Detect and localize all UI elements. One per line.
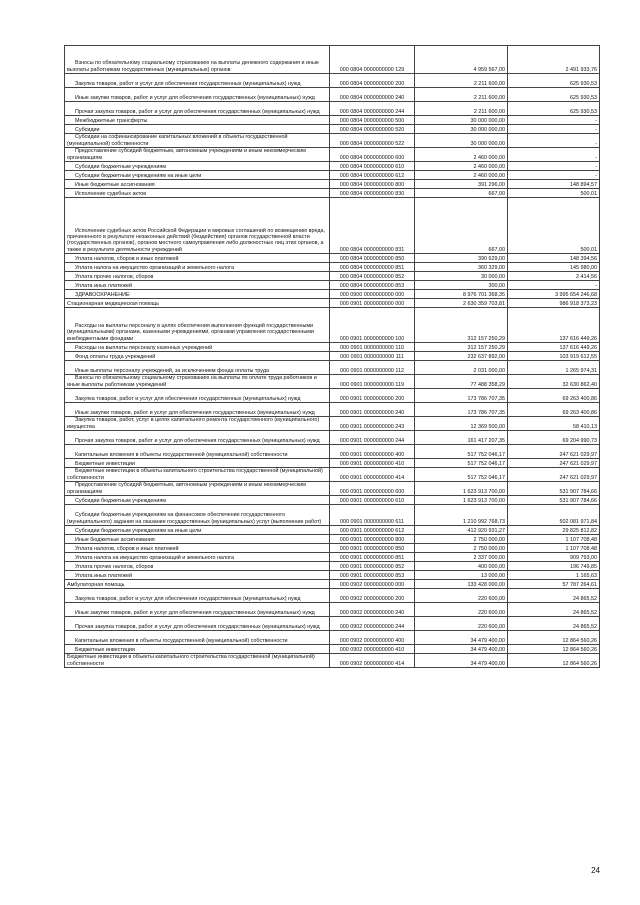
executed-amount: 247 621 029,97 bbox=[508, 459, 600, 468]
executed-amount: 24 865,52 bbox=[508, 603, 600, 617]
budget-classification-code: 000 0901 0000000000 852 bbox=[330, 562, 415, 571]
executed-amount: 12 864 560,26 bbox=[508, 645, 600, 654]
table-row bbox=[65, 482, 600, 496]
executed-amount: 12 864 560,26 bbox=[508, 631, 600, 645]
budget-classification-code: 000 0901 0000000000 000 bbox=[330, 299, 415, 308]
approved-amount: 400 000,00 bbox=[415, 562, 508, 571]
budget-classification-code: 000 0804 0000000000 851 bbox=[330, 263, 415, 272]
approved-amount: 2 031 000,00 bbox=[415, 361, 508, 375]
line-item-name: Иные закупки товаров, работ и услуг для обеспечения государственных (муниципальных) нужд bbox=[65, 403, 330, 417]
table-row bbox=[65, 431, 600, 445]
approved-amount: 300,00 bbox=[415, 281, 508, 290]
executed-amount: 137 616 449,26 bbox=[508, 308, 600, 343]
approved-amount: 220 600,00 bbox=[415, 617, 508, 631]
budget-classification-code: 000 0901 0000000000 853 bbox=[330, 571, 415, 580]
budget-classification-code: 000 0901 0000000000 400 bbox=[330, 445, 415, 459]
executed-amount: 148 894,57 bbox=[508, 180, 600, 189]
executed-amount: 1 165,63 bbox=[508, 571, 600, 580]
line-item-name: Предоставление субсидий бюджетным, автономным учреждениям и иным некоммерческим организациям bbox=[65, 148, 330, 162]
approved-amount: 390 629,00 bbox=[415, 254, 508, 263]
table-row bbox=[65, 389, 600, 403]
line-item-name: Субсидии на софинансирование капитальных вложений в объекты государственной (муниципальной) собственности bbox=[65, 134, 330, 148]
budget-classification-code: 000 0901 0000000000 410 bbox=[330, 459, 415, 468]
table-row bbox=[65, 180, 600, 189]
budget-classification-code: 000 0804 0000000000 500 bbox=[330, 116, 415, 125]
executed-amount: 69 263 400,86 bbox=[508, 389, 600, 403]
table-row bbox=[65, 102, 600, 116]
budget-classification-code: 000 0804 0000000000 520 bbox=[330, 125, 415, 134]
line-item-name: Субсидии бюджетным учреждениям на иные цели bbox=[65, 171, 330, 180]
line-item-name: Уплата прочих налогов, сборов bbox=[65, 562, 330, 571]
line-item-name: Закупка товаров, работ и услуг для обеспечения государственных (муниципальных) нужд bbox=[65, 389, 330, 403]
line-item-name: Прочая закупка товаров, работ и услуг для обеспечения государственных (муниципальных) нужд bbox=[65, 617, 330, 631]
line-item-name: Бюджетные инвестиции bbox=[65, 459, 330, 468]
line-item-name: Субсидии бюджетным учреждениям на иные цели bbox=[65, 526, 330, 535]
table-row bbox=[65, 580, 600, 589]
table-row bbox=[65, 603, 600, 617]
line-item-name: Субсидии бюджетным учреждениям bbox=[65, 496, 330, 505]
budget-classification-code: 000 0902 0000000000 410 bbox=[330, 645, 415, 654]
approved-amount: 312 157 250,29 bbox=[415, 308, 508, 343]
approved-amount: 2 630 359 703,81 bbox=[415, 299, 508, 308]
budget-classification-code: 000 0901 0000000000 100 bbox=[330, 308, 415, 343]
executed-amount: 69 204 990,73 bbox=[508, 431, 600, 445]
executed-amount: 57 787 264,61 bbox=[508, 580, 600, 589]
approved-amount: 30 000,00 bbox=[415, 272, 508, 281]
line-item-name: Капитальные вложения в объекты государственной (муниципальной) собственности bbox=[65, 445, 330, 459]
line-item-name: Уплата прочих налогов, сборов bbox=[65, 272, 330, 281]
line-item-name: Субсидии бюджетным учреждениям bbox=[65, 162, 330, 171]
budget-classification-code: 000 0902 0000000000 414 bbox=[330, 654, 415, 668]
line-item-name: Закупка товаров, работ, услуг в целях капитального ремонта государственного (муниципального) имущества bbox=[65, 417, 330, 431]
table-row bbox=[65, 403, 600, 417]
executed-amount: 625 930,53 bbox=[508, 102, 600, 116]
executed-amount: 1 265 974,31 bbox=[508, 361, 600, 375]
budget-classification-code: 000 0902 0000000000 240 bbox=[330, 603, 415, 617]
approved-amount: 77 488 358,29 bbox=[415, 375, 508, 389]
line-item-name: Прочая закупка товаров, работ и услуг для обеспечения государственных (муниципальных) нужд bbox=[65, 431, 330, 445]
line-item-name: Субсидии bbox=[65, 125, 330, 134]
budget-classification-code: 000 0901 0000000000 850 bbox=[330, 544, 415, 553]
executed-amount: 1 107 708,48 bbox=[508, 544, 600, 553]
table-body bbox=[65, 46, 600, 668]
budget-classification-code: 000 0804 0000000000 853 bbox=[330, 281, 415, 290]
budget-classification-code: 000 0901 0000000000 243 bbox=[330, 417, 415, 431]
line-item-name: Уплата налога на имущество организаций и земельного налога bbox=[65, 553, 330, 562]
budget-classification-code: 000 0901 0000000000 111 bbox=[330, 352, 415, 361]
executed-amount: 625 930,53 bbox=[508, 88, 600, 102]
line-item-name: Фонд оплаты труда учреждений bbox=[65, 352, 330, 361]
line-item-name: Стационарная медицинская помощь bbox=[65, 299, 330, 308]
executed-amount: 196 749,85 bbox=[508, 562, 600, 571]
table-row bbox=[65, 361, 600, 375]
line-item-name: Иные выплаты персоналу учреждений, за исключением фонда оплаты труда bbox=[65, 361, 330, 375]
table-row bbox=[65, 290, 600, 299]
executed-amount: 3 995 654 246,68 bbox=[508, 290, 600, 299]
approved-amount: 312 157 250,29 bbox=[415, 343, 508, 352]
budget-classification-code: 000 0901 0000000000 612 bbox=[330, 526, 415, 535]
table-row bbox=[65, 263, 600, 272]
table-row bbox=[65, 299, 600, 308]
budget-classification-code: 000 0901 0000000000 200 bbox=[330, 389, 415, 403]
approved-amount: 34 479 400,00 bbox=[415, 631, 508, 645]
executed-amount: 247 621 029,97 bbox=[508, 468, 600, 482]
table-row bbox=[65, 343, 600, 352]
executed-amount: 145 980,00 bbox=[508, 263, 600, 272]
approved-amount: 1 623 913 700,00 bbox=[415, 496, 508, 505]
approved-amount: 667,00 bbox=[415, 189, 508, 198]
table-row bbox=[65, 254, 600, 263]
budget-classification-code: 000 0804 0000000000 831 bbox=[330, 198, 415, 254]
executed-amount: 137 616 449,26 bbox=[508, 343, 600, 352]
budget-classification-code: 000 0901 0000000000 851 bbox=[330, 553, 415, 562]
approved-amount: 34 479 400,00 bbox=[415, 654, 508, 668]
budget-classification-code: 000 0901 0000000000 119 bbox=[330, 375, 415, 389]
approved-amount: 412 920 931,27 bbox=[415, 526, 508, 535]
approved-amount: 173 786 707,35 bbox=[415, 389, 508, 403]
table-row bbox=[65, 631, 600, 645]
executed-amount: - bbox=[508, 171, 600, 180]
table-row bbox=[65, 468, 600, 482]
budget-classification-code: 000 0804 0000000000 610 bbox=[330, 162, 415, 171]
executed-amount: - bbox=[508, 116, 600, 125]
approved-amount: 161 417 207,35 bbox=[415, 431, 508, 445]
table-row bbox=[65, 375, 600, 389]
table-row bbox=[65, 189, 600, 198]
budget-classification-code: 000 0901 0000000000 244 bbox=[330, 431, 415, 445]
line-item-name: Взносы по обязательному социальному страхованию на выплаты денежного содержания и иные выплаты работникам государственных (муниципальных) органов bbox=[65, 46, 330, 74]
table-row bbox=[65, 125, 600, 134]
executed-amount: 625 930,53 bbox=[508, 74, 600, 88]
approved-amount: 2 750 000,00 bbox=[415, 544, 508, 553]
budget-classification-code: 000 0804 0000000000 612 bbox=[330, 171, 415, 180]
table-row bbox=[65, 352, 600, 361]
table-row bbox=[65, 505, 600, 526]
table-row bbox=[65, 198, 600, 254]
budget-classification-code: 000 0804 0000000000 522 bbox=[330, 134, 415, 148]
budget-classification-code: 000 0804 0000000000 850 bbox=[330, 254, 415, 263]
table-row bbox=[65, 171, 600, 180]
table-row bbox=[65, 162, 600, 171]
budget-classification-code: 000 0804 0000000000 852 bbox=[330, 272, 415, 281]
line-item-name: Закупка товаров, работ и услуг для обеспечения государственных (муниципальных) нужд bbox=[65, 74, 330, 88]
executed-amount: 103 919 612,55 bbox=[508, 352, 600, 361]
page-number: 24 bbox=[591, 866, 600, 875]
approved-amount: 517 752 046,17 bbox=[415, 468, 508, 482]
approved-amount: 133 428 000,00 bbox=[415, 580, 508, 589]
budget-classification-code: 000 0900 0000000000 000 bbox=[330, 290, 415, 299]
table-row bbox=[65, 272, 600, 281]
table-row bbox=[65, 134, 600, 148]
executed-amount: 500,01 bbox=[508, 198, 600, 254]
budget-table-container bbox=[64, 45, 599, 668]
line-item-name: Капитальные вложения в объекты государственной (муниципальной) собственности bbox=[65, 631, 330, 645]
executed-amount: 29 825 812,82 bbox=[508, 526, 600, 535]
executed-amount: 2 491 933,76 bbox=[508, 46, 600, 74]
executed-amount: - bbox=[508, 162, 600, 171]
approved-amount: 517 752 046,17 bbox=[415, 445, 508, 459]
approved-amount: 360 329,00 bbox=[415, 263, 508, 272]
table-row bbox=[65, 617, 600, 631]
budget-classification-code: 000 0901 0000000000 610 bbox=[330, 496, 415, 505]
line-item-name: Расходы на выплаты персоналу казенных учреждений bbox=[65, 343, 330, 352]
budget-classification-code: 000 0901 0000000000 414 bbox=[330, 468, 415, 482]
approved-amount: 30 000 000,00 bbox=[415, 134, 508, 148]
approved-amount: 173 786 707,35 bbox=[415, 403, 508, 417]
budget-classification-code: 000 0902 0000000000 200 bbox=[330, 589, 415, 603]
approved-amount: 2 750 000,00 bbox=[415, 535, 508, 544]
table-row bbox=[65, 654, 600, 668]
table-row bbox=[65, 544, 600, 553]
line-item-name: Уплата иных платежей bbox=[65, 571, 330, 580]
budget-classification-code: 000 0804 0000000000 240 bbox=[330, 88, 415, 102]
approved-amount: 517 752 046,17 bbox=[415, 459, 508, 468]
table-row bbox=[65, 571, 600, 580]
budget-classification-code: 000 0901 0000000000 600 bbox=[330, 482, 415, 496]
executed-amount: 500,01 bbox=[508, 189, 600, 198]
executed-amount: - bbox=[508, 281, 600, 290]
budget-classification-code: 000 0901 0000000000 611 bbox=[330, 505, 415, 526]
line-item-name: Бюджетные инвестиции bbox=[65, 645, 330, 654]
budget-classification-code: 000 0901 0000000000 110 bbox=[330, 343, 415, 352]
approved-amount: 2 460 000,00 bbox=[415, 148, 508, 162]
line-item-name: Бюджетные инвестиции в объекты капитального строительства государственной (муниципальной) собственности bbox=[65, 654, 330, 668]
line-item-name: Взносы по обязательному социальному страхованию на выплаты по оплате труда работников и иные выплаты работникам учреждений bbox=[65, 375, 330, 389]
budget-classification-code: 000 0902 0000000000 244 bbox=[330, 617, 415, 631]
line-item-name: Уплата налогов, сборов и иных платежей bbox=[65, 544, 330, 553]
budget-classification-code: 000 0804 0000000000 200 bbox=[330, 74, 415, 88]
approved-amount: 8 976 701 368,35 bbox=[415, 290, 508, 299]
approved-amount: 12 369 500,00 bbox=[415, 417, 508, 431]
table-row bbox=[65, 46, 600, 74]
approved-amount: 13 000,00 bbox=[415, 571, 508, 580]
approved-amount: 220 600,00 bbox=[415, 603, 508, 617]
line-item-name: Уплата иных платежей bbox=[65, 281, 330, 290]
table-row bbox=[65, 526, 600, 535]
executed-amount: 12 864 560,26 bbox=[508, 654, 600, 668]
approved-amount: 1 623 913 700,00 bbox=[415, 482, 508, 496]
budget-classification-code: 000 0804 0000000000 800 bbox=[330, 180, 415, 189]
approved-amount: 232 637 892,00 bbox=[415, 352, 508, 361]
executed-amount: - bbox=[508, 134, 600, 148]
line-item-name: Уплата налога на имущество организаций и земельного налога bbox=[65, 263, 330, 272]
line-item-name: Субсидии бюджетным учреждениям на финансовое обеспечение государственного (муниципального) задания на оказание государственных (муниципальных) услуг (выполнение работ) bbox=[65, 505, 330, 526]
executed-amount: 32 630 862,40 bbox=[508, 375, 600, 389]
table-row bbox=[65, 535, 600, 544]
budget-classification-code: 000 0804 0000000000 244 bbox=[330, 102, 415, 116]
line-item-name: Иные закупки товаров, работ и услуг для обеспечения государственных (муниципальных) нужд bbox=[65, 88, 330, 102]
line-item-name: ЗДРАВООХРАНЕНИЕ bbox=[65, 290, 330, 299]
executed-amount: 247 621 029,97 bbox=[508, 445, 600, 459]
table-row bbox=[65, 445, 600, 459]
line-item-name: Бюджетные инвестиции в объекты капитального строительства государственной (муниципальной) собственности bbox=[65, 468, 330, 482]
approved-amount: 30 000 000,00 bbox=[415, 125, 508, 134]
budget-classification-code: 000 0804 0000000000 830 bbox=[330, 189, 415, 198]
line-item-name: Расходы на выплаты персоналу в целях обеспечения выполнения функций государственными (муниципальными) органами, казенными учреждениями, органами управления государственными внебюджетными фондами bbox=[65, 308, 330, 343]
line-item-name: Исполнение судебных актов bbox=[65, 189, 330, 198]
line-item-name: Иные бюджетные ассигнования bbox=[65, 535, 330, 544]
executed-amount: 148 394,56 bbox=[508, 254, 600, 263]
executed-amount: 24 865,52 bbox=[508, 617, 600, 631]
budget-classification-code: 000 0902 0000000000 400 bbox=[330, 631, 415, 645]
table-row bbox=[65, 417, 600, 431]
table-row bbox=[65, 589, 600, 603]
table-row bbox=[65, 116, 600, 125]
executed-amount: 24 865,52 bbox=[508, 589, 600, 603]
line-item-name: Иные бюджетные ассигнования bbox=[65, 180, 330, 189]
approved-amount: 2 211 600,00 bbox=[415, 102, 508, 116]
executed-amount: - bbox=[508, 148, 600, 162]
executed-amount: 986 918 373,23 bbox=[508, 299, 600, 308]
budget-classification-code: 000 0804 0000000000 600 bbox=[330, 148, 415, 162]
budget-classification-code: 000 0901 0000000000 112 bbox=[330, 361, 415, 375]
approved-amount: 220 600,00 bbox=[415, 589, 508, 603]
table-row bbox=[65, 148, 600, 162]
executed-amount: 909 793,00 bbox=[508, 553, 600, 562]
executed-amount: 2 414,56 bbox=[508, 272, 600, 281]
table-row bbox=[65, 459, 600, 468]
line-item-name: Закупка товаров, работ и услуг для обеспечения государственных (муниципальных) нужд bbox=[65, 589, 330, 603]
line-item-name: Прочая закупка товаров, работ и услуг для обеспечения государственных (муниципальных) нужд bbox=[65, 102, 330, 116]
executed-amount: 69 263 400,86 bbox=[508, 403, 600, 417]
approved-amount: 391 296,00 bbox=[415, 180, 508, 189]
executed-amount: - bbox=[508, 125, 600, 134]
executed-amount: 1 107 708,48 bbox=[508, 535, 600, 544]
executed-amount: 531 907 784,66 bbox=[508, 482, 600, 496]
approved-amount: 2 337 000,00 bbox=[415, 553, 508, 562]
line-item-name: Уплата налогов, сборов и иных платежей bbox=[65, 254, 330, 263]
table-row bbox=[65, 562, 600, 571]
approved-amount: 2 460 000,00 bbox=[415, 171, 508, 180]
executed-amount: 502 081 971,84 bbox=[508, 505, 600, 526]
approved-amount: 2 211 600,00 bbox=[415, 88, 508, 102]
table-row bbox=[65, 645, 600, 654]
approved-amount: 4 959 567,00 bbox=[415, 46, 508, 74]
executed-amount: 531 907 784,66 bbox=[508, 496, 600, 505]
approved-amount: 1 210 992 768,73 bbox=[415, 505, 508, 526]
approved-amount: 2 211 600,00 bbox=[415, 74, 508, 88]
table-row bbox=[65, 74, 600, 88]
table-row bbox=[65, 281, 600, 290]
approved-amount: 34 479 400,00 bbox=[415, 645, 508, 654]
table-row bbox=[65, 88, 600, 102]
line-item-name: Исполнение судебных актов Российской Федерации и мировых соглашений по возмещению вреда, причиненного в результате незаконных действий (бездействия) органов государственной власти (государственных органов), органов местного самоуправления либо должностных лиц этих органов, а также в результате деятельности учреждений bbox=[65, 198, 330, 254]
budget-classification-code: 000 0804 0000000000 129 bbox=[330, 46, 415, 74]
table-row bbox=[65, 308, 600, 343]
table-row bbox=[65, 553, 600, 562]
line-item-name: Предоставление субсидий бюджетным, автономным учреждениям и иным некоммерческим организациям bbox=[65, 482, 330, 496]
budget-classification-code: 000 0902 0000000000 000 bbox=[330, 580, 415, 589]
line-item-name: Амбулаторная помощь bbox=[65, 580, 330, 589]
approved-amount: 2 460 000,00 bbox=[415, 162, 508, 171]
table-row bbox=[65, 496, 600, 505]
budget-classification-code: 000 0901 0000000000 240 bbox=[330, 403, 415, 417]
line-item-name: Иные закупки товаров, работ и услуг для обеспечения государственных (муниципальных) нужд bbox=[65, 603, 330, 617]
budget-classification-code: 000 0901 0000000000 800 bbox=[330, 535, 415, 544]
executed-amount: 58 410,13 bbox=[508, 417, 600, 431]
budget-execution-table bbox=[64, 45, 600, 668]
approved-amount: 30 000 000,00 bbox=[415, 116, 508, 125]
line-item-name: Межбюджетные трансферты bbox=[65, 116, 330, 125]
approved-amount: 667,00 bbox=[415, 198, 508, 254]
